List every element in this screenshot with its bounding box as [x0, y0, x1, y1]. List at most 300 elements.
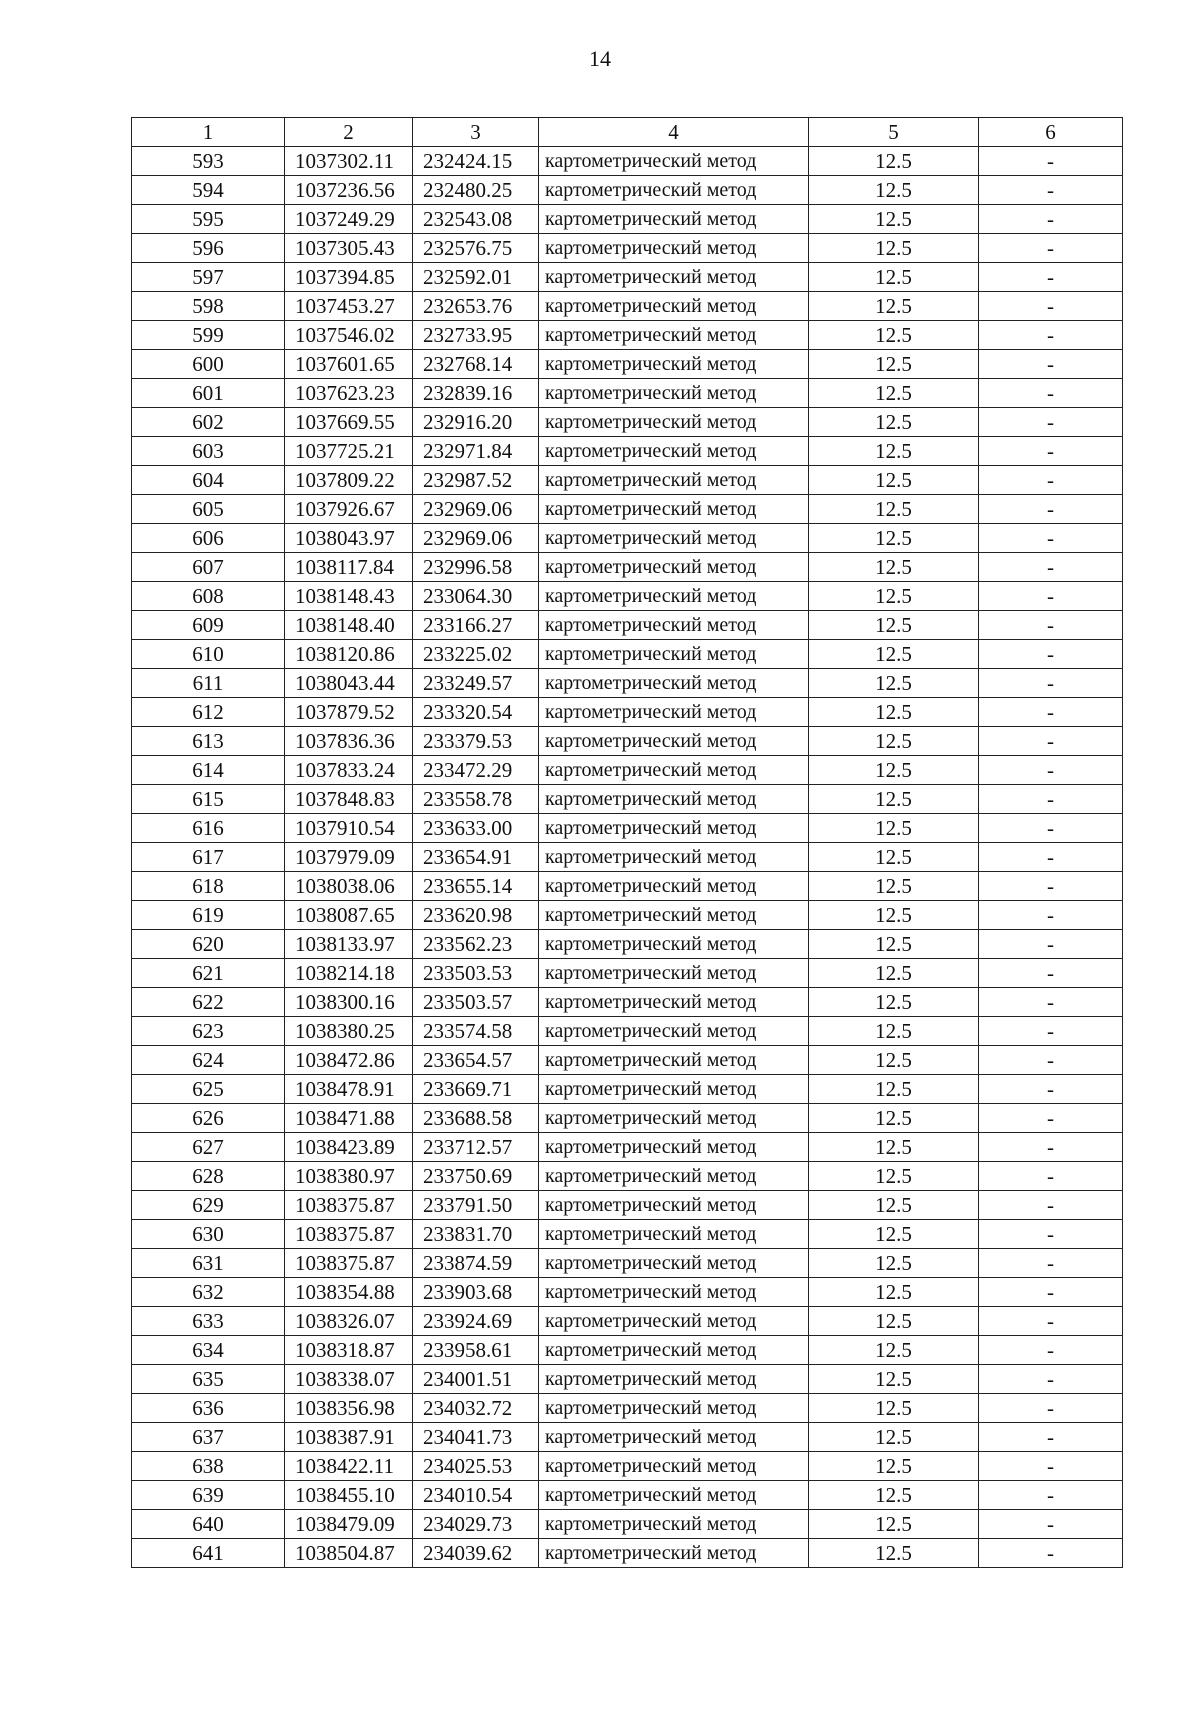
y-coordinate-cell: 233225.02	[413, 640, 539, 669]
point-number-cell: 601	[132, 379, 285, 408]
method-cell: картометрический метод	[539, 640, 809, 669]
header-cell-1: 1	[132, 118, 285, 147]
y-coordinate-cell: 233472.29	[413, 756, 539, 785]
table-row	[132, 1365, 1123, 1394]
y-coordinate-cell: 234001.51	[413, 1365, 539, 1394]
x-coordinate-cell: 1037394.85	[285, 263, 413, 292]
accuracy-cell: 12.5	[809, 1452, 979, 1481]
accuracy-cell: 12.5	[809, 959, 979, 988]
y-coordinate-cell: 234039.62	[413, 1539, 539, 1568]
accuracy-cell: 12.5	[809, 843, 979, 872]
x-coordinate-cell: 1038387.91	[285, 1423, 413, 1452]
y-coordinate-cell: 233750.69	[413, 1162, 539, 1191]
table-body	[132, 147, 1123, 1568]
table-row	[132, 640, 1123, 669]
accuracy-cell: 12.5	[809, 1510, 979, 1539]
y-coordinate-cell: 233574.58	[413, 1017, 539, 1046]
point-number-cell: 600	[132, 350, 285, 379]
point-number-cell: 622	[132, 988, 285, 1017]
table-row	[132, 379, 1123, 408]
y-coordinate-cell: 233166.27	[413, 611, 539, 640]
point-number-cell: 626	[132, 1104, 285, 1133]
method-cell: картометрический метод	[539, 1394, 809, 1423]
method-cell: картометрический метод	[539, 1249, 809, 1278]
point-number-cell: 610	[132, 640, 285, 669]
point-number-cell: 594	[132, 176, 285, 205]
x-coordinate-cell: 1038504.87	[285, 1539, 413, 1568]
note-cell: -	[979, 611, 1123, 640]
header-cell-5: 5	[809, 118, 979, 147]
method-cell: картометрический метод	[539, 756, 809, 785]
accuracy-cell: 12.5	[809, 553, 979, 582]
accuracy-cell: 12.5	[809, 988, 979, 1017]
point-number-cell: 605	[132, 495, 285, 524]
table-row	[132, 466, 1123, 495]
method-cell: картометрический метод	[539, 1220, 809, 1249]
x-coordinate-cell: 1038479.09	[285, 1510, 413, 1539]
note-cell: -	[979, 1452, 1123, 1481]
table-row	[132, 901, 1123, 930]
y-coordinate-cell: 233958.61	[413, 1336, 539, 1365]
accuracy-cell: 12.5	[809, 930, 979, 959]
note-cell: -	[979, 1017, 1123, 1046]
note-cell: -	[979, 727, 1123, 756]
x-coordinate-cell: 1037926.67	[285, 495, 413, 524]
note-cell: -	[979, 785, 1123, 814]
x-coordinate-cell: 1037910.54	[285, 814, 413, 843]
x-coordinate-cell: 1038471.88	[285, 1104, 413, 1133]
table-row	[132, 1423, 1123, 1452]
method-cell: картометрический метод	[539, 1365, 809, 1394]
method-cell: картометрический метод	[539, 495, 809, 524]
point-number-cell: 595	[132, 205, 285, 234]
method-cell: картометрический метод	[539, 408, 809, 437]
x-coordinate-cell: 1038375.87	[285, 1191, 413, 1220]
note-cell: -	[979, 524, 1123, 553]
y-coordinate-cell: 233654.91	[413, 843, 539, 872]
note-cell: -	[979, 437, 1123, 466]
note-cell: -	[979, 147, 1123, 176]
method-cell: картометрический метод	[539, 437, 809, 466]
y-coordinate-cell: 232768.14	[413, 350, 539, 379]
method-cell: картометрический метод	[539, 1452, 809, 1481]
accuracy-cell: 12.5	[809, 176, 979, 205]
note-cell: -	[979, 350, 1123, 379]
note-cell: -	[979, 1191, 1123, 1220]
method-cell: картометрический метод	[539, 466, 809, 495]
table-row	[132, 524, 1123, 553]
accuracy-cell: 12.5	[809, 147, 979, 176]
accuracy-cell: 12.5	[809, 756, 979, 785]
x-coordinate-cell: 1037623.23	[285, 379, 413, 408]
method-cell: картометрический метод	[539, 1075, 809, 1104]
point-number-cell: 617	[132, 843, 285, 872]
x-coordinate-cell: 1038117.84	[285, 553, 413, 582]
table-row	[132, 321, 1123, 350]
accuracy-cell: 12.5	[809, 901, 979, 930]
table-row	[132, 727, 1123, 756]
point-number-cell: 625	[132, 1075, 285, 1104]
note-cell: -	[979, 901, 1123, 930]
point-number-cell: 596	[132, 234, 285, 263]
x-coordinate-cell: 1037979.09	[285, 843, 413, 872]
table-row	[132, 611, 1123, 640]
accuracy-cell: 12.5	[809, 234, 979, 263]
x-coordinate-cell: 1038455.10	[285, 1481, 413, 1510]
y-coordinate-cell: 232916.20	[413, 408, 539, 437]
method-cell: картометрический метод	[539, 1539, 809, 1568]
note-cell: -	[979, 234, 1123, 263]
x-coordinate-cell: 1038148.40	[285, 611, 413, 640]
table-row	[132, 553, 1123, 582]
method-cell: картометрический метод	[539, 872, 809, 901]
note-cell: -	[979, 408, 1123, 437]
point-number-cell: 614	[132, 756, 285, 785]
accuracy-cell: 12.5	[809, 437, 979, 466]
method-cell: картометрический метод	[539, 1162, 809, 1191]
note-cell: -	[979, 582, 1123, 611]
x-coordinate-cell: 1038356.98	[285, 1394, 413, 1423]
x-coordinate-cell: 1038380.97	[285, 1162, 413, 1191]
y-coordinate-cell: 233249.57	[413, 669, 539, 698]
y-coordinate-cell: 233791.50	[413, 1191, 539, 1220]
accuracy-cell: 12.5	[809, 408, 979, 437]
method-cell: картометрический метод	[539, 698, 809, 727]
note-cell: -	[979, 872, 1123, 901]
x-coordinate-cell: 1037836.36	[285, 727, 413, 756]
table-row	[132, 1249, 1123, 1278]
x-coordinate-cell: 1038326.07	[285, 1307, 413, 1336]
y-coordinate-cell: 234041.73	[413, 1423, 539, 1452]
accuracy-cell: 12.5	[809, 1162, 979, 1191]
point-number-cell: 637	[132, 1423, 285, 1452]
method-cell: картометрический метод	[539, 524, 809, 553]
point-number-cell: 599	[132, 321, 285, 350]
method-cell: картометрический метод	[539, 176, 809, 205]
note-cell: -	[979, 205, 1123, 234]
accuracy-cell: 12.5	[809, 611, 979, 640]
accuracy-cell: 12.5	[809, 640, 979, 669]
x-coordinate-cell: 1037848.83	[285, 785, 413, 814]
x-coordinate-cell: 1038148.43	[285, 582, 413, 611]
y-coordinate-cell: 233320.54	[413, 698, 539, 727]
point-number-cell: 607	[132, 553, 285, 582]
table-row	[132, 495, 1123, 524]
point-number-cell: 639	[132, 1481, 285, 1510]
table-row	[132, 205, 1123, 234]
table-row	[132, 437, 1123, 466]
y-coordinate-cell: 232733.95	[413, 321, 539, 350]
x-coordinate-cell: 1038422.11	[285, 1452, 413, 1481]
y-coordinate-cell: 233620.98	[413, 901, 539, 930]
method-cell: картометрический метод	[539, 814, 809, 843]
y-coordinate-cell: 233874.59	[413, 1249, 539, 1278]
note-cell: -	[979, 1162, 1123, 1191]
accuracy-cell: 12.5	[809, 1336, 979, 1365]
note-cell: -	[979, 669, 1123, 698]
note-cell: -	[979, 466, 1123, 495]
y-coordinate-cell: 232987.52	[413, 466, 539, 495]
table-row	[132, 1452, 1123, 1481]
note-cell: -	[979, 1481, 1123, 1510]
note-cell: -	[979, 1133, 1123, 1162]
point-number-cell: 624	[132, 1046, 285, 1075]
point-number-cell: 627	[132, 1133, 285, 1162]
accuracy-cell: 12.5	[809, 1075, 979, 1104]
table-row	[132, 1046, 1123, 1075]
note-cell: -	[979, 553, 1123, 582]
method-cell: картометрический метод	[539, 1481, 809, 1510]
y-coordinate-cell: 233688.58	[413, 1104, 539, 1133]
y-coordinate-cell: 233903.68	[413, 1278, 539, 1307]
point-number-cell: 631	[132, 1249, 285, 1278]
y-coordinate-cell: 233064.30	[413, 582, 539, 611]
y-coordinate-cell: 232839.16	[413, 379, 539, 408]
x-coordinate-cell: 1038472.86	[285, 1046, 413, 1075]
point-number-cell: 628	[132, 1162, 285, 1191]
note-cell: -	[979, 1423, 1123, 1452]
accuracy-cell: 12.5	[809, 1133, 979, 1162]
note-cell: -	[979, 988, 1123, 1017]
method-cell: картометрический метод	[539, 1133, 809, 1162]
table-row	[132, 930, 1123, 959]
method-cell: картометрический метод	[539, 959, 809, 988]
method-cell: картометрический метод	[539, 234, 809, 263]
x-coordinate-cell: 1038043.44	[285, 669, 413, 698]
table-header	[132, 118, 1123, 147]
y-coordinate-cell: 233503.57	[413, 988, 539, 1017]
method-cell: картометрический метод	[539, 1510, 809, 1539]
y-coordinate-cell: 234025.53	[413, 1452, 539, 1481]
table-row	[132, 756, 1123, 785]
method-cell: картометрический метод	[539, 263, 809, 292]
table-row	[132, 1191, 1123, 1220]
table-row	[132, 785, 1123, 814]
point-number-cell: 636	[132, 1394, 285, 1423]
accuracy-cell: 12.5	[809, 727, 979, 756]
note-cell: -	[979, 1278, 1123, 1307]
y-coordinate-cell: 233562.23	[413, 930, 539, 959]
point-number-cell: 618	[132, 872, 285, 901]
accuracy-cell: 12.5	[809, 524, 979, 553]
x-coordinate-cell: 1037453.27	[285, 292, 413, 321]
x-coordinate-cell: 1038354.88	[285, 1278, 413, 1307]
method-cell: картометрический метод	[539, 843, 809, 872]
note-cell: -	[979, 1336, 1123, 1365]
accuracy-cell: 12.5	[809, 1481, 979, 1510]
note-cell: -	[979, 1104, 1123, 1133]
y-coordinate-cell: 233654.57	[413, 1046, 539, 1075]
point-number-cell: 640	[132, 1510, 285, 1539]
table-row	[132, 1075, 1123, 1104]
accuracy-cell: 12.5	[809, 495, 979, 524]
accuracy-cell: 12.5	[809, 1365, 979, 1394]
table-row	[132, 1162, 1123, 1191]
y-coordinate-cell: 232576.75	[413, 234, 539, 263]
table-row	[132, 814, 1123, 843]
accuracy-cell: 12.5	[809, 205, 979, 234]
x-coordinate-cell: 1038038.06	[285, 872, 413, 901]
x-coordinate-cell: 1037249.29	[285, 205, 413, 234]
y-coordinate-cell: 233669.71	[413, 1075, 539, 1104]
x-coordinate-cell: 1038120.86	[285, 640, 413, 669]
method-cell: картометрический метод	[539, 669, 809, 698]
accuracy-cell: 12.5	[809, 814, 979, 843]
y-coordinate-cell: 232424.15	[413, 147, 539, 176]
point-number-cell: 613	[132, 727, 285, 756]
point-number-cell: 604	[132, 466, 285, 495]
y-coordinate-cell: 232480.25	[413, 176, 539, 205]
note-cell: -	[979, 176, 1123, 205]
point-number-cell: 638	[132, 1452, 285, 1481]
note-cell: -	[979, 1046, 1123, 1075]
note-cell: -	[979, 1220, 1123, 1249]
y-coordinate-cell: 234010.54	[413, 1481, 539, 1510]
point-number-cell: 597	[132, 263, 285, 292]
table-row	[132, 1307, 1123, 1336]
point-number-cell: 593	[132, 147, 285, 176]
note-cell: -	[979, 959, 1123, 988]
header-cell-3: 3	[413, 118, 539, 147]
accuracy-cell: 12.5	[809, 350, 979, 379]
x-coordinate-cell: 1038318.87	[285, 1336, 413, 1365]
y-coordinate-cell: 233924.69	[413, 1307, 539, 1336]
method-cell: картометрический метод	[539, 1191, 809, 1220]
header-cell-2: 2	[285, 118, 413, 147]
point-number-cell: 602	[132, 408, 285, 437]
x-coordinate-cell: 1038478.91	[285, 1075, 413, 1104]
point-number-cell: 635	[132, 1365, 285, 1394]
method-cell: картометрический метод	[539, 1104, 809, 1133]
method-cell: картометрический метод	[539, 988, 809, 1017]
accuracy-cell: 12.5	[809, 1394, 979, 1423]
method-cell: картометрический метод	[539, 611, 809, 640]
point-number-cell: 598	[132, 292, 285, 321]
table-row	[132, 263, 1123, 292]
header-row	[132, 118, 1123, 147]
page-number: 14	[589, 46, 611, 71]
table-row	[132, 1133, 1123, 1162]
accuracy-cell: 12.5	[809, 321, 979, 350]
note-cell: -	[979, 1365, 1123, 1394]
accuracy-cell: 12.5	[809, 263, 979, 292]
accuracy-cell: 12.5	[809, 1017, 979, 1046]
accuracy-cell: 12.5	[809, 1278, 979, 1307]
x-coordinate-cell: 1038375.87	[285, 1249, 413, 1278]
point-number-cell: 620	[132, 930, 285, 959]
x-coordinate-cell: 1038300.16	[285, 988, 413, 1017]
y-coordinate-cell: 233633.00	[413, 814, 539, 843]
y-coordinate-cell: 232969.06	[413, 524, 539, 553]
y-coordinate-cell: 232592.01	[413, 263, 539, 292]
table-row	[132, 582, 1123, 611]
x-coordinate-cell: 1038087.65	[285, 901, 413, 930]
note-cell: -	[979, 321, 1123, 350]
table-row	[132, 176, 1123, 205]
x-coordinate-cell: 1037546.02	[285, 321, 413, 350]
x-coordinate-cell: 1038214.18	[285, 959, 413, 988]
y-coordinate-cell: 232996.58	[413, 553, 539, 582]
table-row	[132, 350, 1123, 379]
note-cell: -	[979, 1307, 1123, 1336]
y-coordinate-cell: 233379.53	[413, 727, 539, 756]
point-number-cell: 609	[132, 611, 285, 640]
table-row	[132, 147, 1123, 176]
table-row	[132, 698, 1123, 727]
point-number-cell: 611	[132, 669, 285, 698]
x-coordinate-cell: 1038375.87	[285, 1220, 413, 1249]
y-coordinate-cell: 233503.53	[413, 959, 539, 988]
x-coordinate-cell: 1038133.97	[285, 930, 413, 959]
point-number-cell: 616	[132, 814, 285, 843]
note-cell: -	[979, 814, 1123, 843]
x-coordinate-cell: 1037879.52	[285, 698, 413, 727]
method-cell: картометрический метод	[539, 1046, 809, 1075]
y-coordinate-cell: 232971.84	[413, 437, 539, 466]
method-cell: картометрический метод	[539, 205, 809, 234]
note-cell: -	[979, 640, 1123, 669]
point-number-cell: 603	[132, 437, 285, 466]
accuracy-cell: 12.5	[809, 379, 979, 408]
y-coordinate-cell: 232969.06	[413, 495, 539, 524]
method-cell: картометрический метод	[539, 1307, 809, 1336]
x-coordinate-cell: 1037809.22	[285, 466, 413, 495]
accuracy-cell: 12.5	[809, 1249, 979, 1278]
coordinates-table	[131, 117, 1123, 1568]
method-cell: картометрический метод	[539, 901, 809, 930]
y-coordinate-cell: 232653.76	[413, 292, 539, 321]
note-cell: -	[979, 843, 1123, 872]
method-cell: картометрический метод	[539, 350, 809, 379]
method-cell: картометрический метод	[539, 1017, 809, 1046]
x-coordinate-cell: 1037833.24	[285, 756, 413, 785]
method-cell: картометрический метод	[539, 582, 809, 611]
table-row	[132, 1104, 1123, 1133]
table-row	[132, 292, 1123, 321]
table-row	[132, 1539, 1123, 1568]
point-number-cell: 608	[132, 582, 285, 611]
point-number-cell: 606	[132, 524, 285, 553]
y-coordinate-cell: 233655.14	[413, 872, 539, 901]
x-coordinate-cell: 1037601.65	[285, 350, 413, 379]
table-row	[132, 988, 1123, 1017]
y-coordinate-cell: 233712.57	[413, 1133, 539, 1162]
table-row	[132, 1510, 1123, 1539]
accuracy-cell: 12.5	[809, 698, 979, 727]
point-number-cell: 633	[132, 1307, 285, 1336]
accuracy-cell: 12.5	[809, 669, 979, 698]
method-cell: картометрический метод	[539, 321, 809, 350]
x-coordinate-cell: 1038380.25	[285, 1017, 413, 1046]
accuracy-cell: 12.5	[809, 1220, 979, 1249]
x-coordinate-cell: 1037302.11	[285, 147, 413, 176]
note-cell: -	[979, 1510, 1123, 1539]
accuracy-cell: 12.5	[809, 1104, 979, 1133]
header-cell-6: 6	[979, 118, 1123, 147]
table-row	[132, 1481, 1123, 1510]
table-row	[132, 959, 1123, 988]
accuracy-cell: 12.5	[809, 872, 979, 901]
point-number-cell: 632	[132, 1278, 285, 1307]
point-number-cell: 612	[132, 698, 285, 727]
accuracy-cell: 12.5	[809, 292, 979, 321]
table-row	[132, 843, 1123, 872]
table-row	[132, 1336, 1123, 1365]
method-cell: картометрический метод	[539, 785, 809, 814]
method-cell: картометрический метод	[539, 553, 809, 582]
accuracy-cell: 12.5	[809, 1191, 979, 1220]
note-cell: -	[979, 292, 1123, 321]
